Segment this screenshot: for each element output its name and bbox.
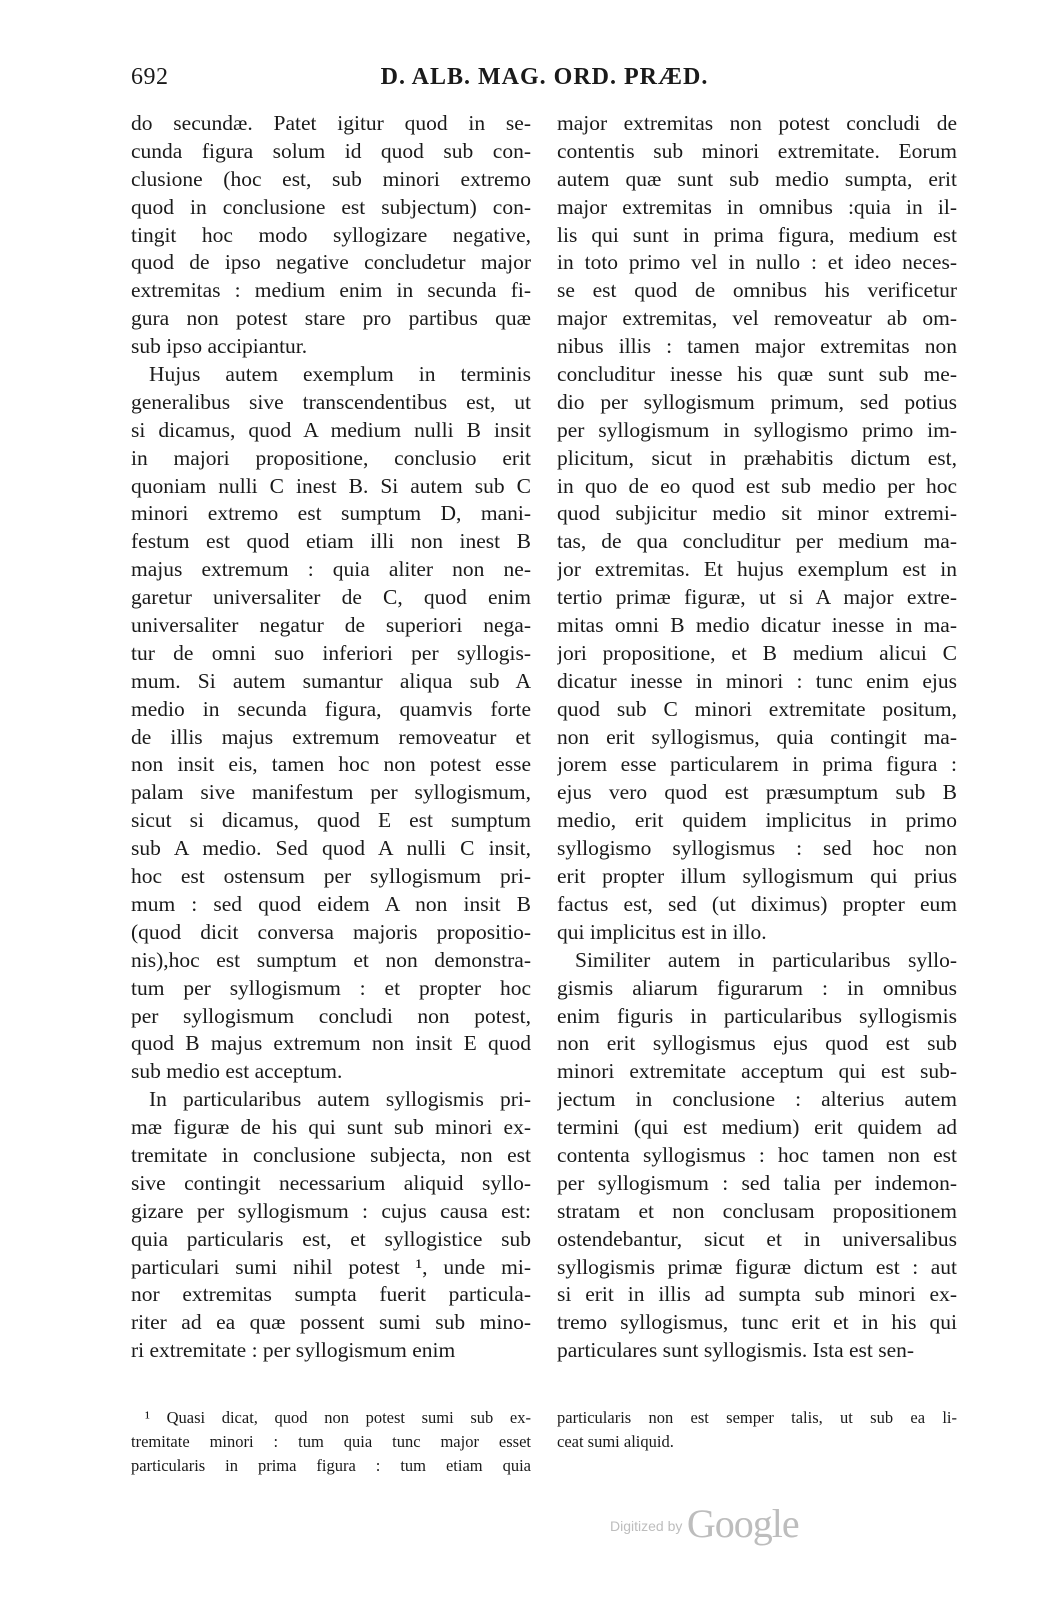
- text-line: termini (qui est medium) erit quidem ad: [557, 1115, 957, 1140]
- text-line: sive contingit necessarium aliquid syllo-: [131, 1170, 531, 1195]
- text-line: contenta syllogismus : hoc tamen non est: [557, 1142, 957, 1167]
- text-line: erit propter illum syllogismum qui prius: [557, 864, 957, 889]
- text-line: garetur universaliter de C, quod enim: [131, 585, 531, 610]
- text-line: majus extremum : quia aliter non ne-: [131, 557, 531, 582]
- text-line: de illis majus extremum removeatur et: [131, 724, 531, 749]
- footnote-right: [557, 1406, 957, 1454]
- text-line: lis qui sunt in prima figura, medium est: [557, 222, 957, 247]
- text-line: syllogismo syllogismus : sed hoc non: [557, 836, 957, 861]
- text-line: (quod dicit conversa majoris propositio-: [131, 919, 531, 944]
- text-line: syllogismis primæ figuræ dictum est : aut: [557, 1254, 957, 1279]
- text-line: tingit hoc modo syllogizare negative,: [131, 222, 531, 247]
- text-line: palam sive manifestum per syllogismum,: [131, 780, 531, 805]
- text-line: Similiter autem in particularibus syllo-: [575, 947, 957, 972]
- text-line: quod in conclusione est subjectum) con-: [131, 194, 531, 219]
- text-line: mum. Si autem sumantur aliqua sub A: [131, 668, 531, 693]
- text-line: tum per syllogismum : et propter hoc: [131, 975, 531, 1000]
- text-line: ostendebantur, sicut et in universalibus: [557, 1226, 957, 1251]
- text-line: tertio primæ figuræ, ut si A major extre-: [557, 585, 957, 610]
- text-line: jectum in conclusione : alterius autem: [557, 1087, 957, 1112]
- text-line: quoniam nulli C inest B. Si autem sub C: [131, 473, 531, 498]
- text-line: mitas omni B medio dicatur inesse in ma-: [557, 613, 957, 638]
- running-head: D. ALB. MAG. ORD. PRÆD.: [380, 64, 709, 90]
- text-line: major extremitas in omnibus :quia in il-: [557, 194, 957, 219]
- text-line: tremitate minori : tum quia tunc major esset: [131, 1432, 531, 1451]
- text-line: particularis non est semper talis, ut sub ea li-: [557, 1408, 957, 1427]
- text-line: cunda figura solum id quod sub con-: [131, 138, 531, 163]
- text-line: nor extremitas sumpta fuerit particula-: [131, 1282, 531, 1307]
- text-line: tas, de qua concluditur per medium ma-: [557, 529, 957, 554]
- text-line: non erit syllogismus, quia contingit ma-: [557, 724, 957, 749]
- text-line: Hujus autem exemplum in terminis: [149, 362, 531, 387]
- text-line: si erit in illis ad sumpta sub minori ex-: [557, 1282, 957, 1307]
- text-line: autem quæ sunt sub medio sumpta, erit: [557, 166, 957, 191]
- text-line: si dicamus, quod A medium nulli B insit: [131, 417, 531, 442]
- text-line: extremitas : medium enim in secunda fi-: [131, 278, 531, 303]
- text-line: sub A medio. Sed quod A nulli C insit,: [131, 836, 531, 861]
- text-line: stratam et non conclusam propositionem: [557, 1198, 957, 1223]
- text-line: nibus illis : tamen major extremitas non: [557, 334, 957, 359]
- text-line: quod sub C minori extremitate positum,: [557, 696, 957, 721]
- text-line: sub medio est acceptum.: [131, 1059, 343, 1084]
- text-line: jor extremitas. Et hujus exemplum est in: [557, 557, 957, 582]
- text-line: gismis aliarum figurarum : in omnibus: [557, 975, 957, 1000]
- text-line: ri extremitate : per syllogismum enim: [131, 1338, 456, 1363]
- text-line: per syllogismum : sed talia per indemon-: [557, 1170, 957, 1195]
- text-line: in toto primo vel in nullo : et ideo neces-: [557, 250, 957, 275]
- text-line: sub ipso accipiantur.: [131, 334, 308, 359]
- text-line: tur de omni suo inferiori per syllogis-: [131, 640, 531, 665]
- google-logo: Google: [686, 1501, 799, 1546]
- text-line: minori extremo est sumptum D, mani-: [131, 501, 531, 526]
- text-line: sicut si dicamus, quod E est sumptum: [131, 808, 531, 833]
- text-line: festum est quod etiam illi non inest B: [131, 529, 531, 554]
- text-line: concluditur inesse his quæ sunt sub me-: [557, 362, 957, 387]
- text-line: quod de ipso negative concludetur major: [131, 250, 531, 275]
- text-line: se est quod de omnibus his verificetur: [557, 278, 957, 303]
- text-line: minori extremitate acceptum qui est sub-: [557, 1059, 957, 1084]
- text-line: medio in secunda figura, quamvis forte: [131, 696, 531, 721]
- text-line: jorem esse particularem in prima figura :: [557, 752, 957, 777]
- text-line: quod subjicitur medio sit minor extremi-: [557, 501, 957, 526]
- text-line: ceat sumi aliquid.: [557, 1432, 674, 1451]
- text-line: qui implicitus est in illo.: [557, 919, 767, 944]
- text-line: do secundæ. Patet igitur quod in se-: [131, 111, 531, 135]
- text-line: gizare per syllogismum : cujus causa est:: [131, 1198, 531, 1223]
- text-line: mum : sed quod eidem A non insit B: [131, 891, 531, 916]
- text-line: tremo syllogismus, tunc erit et in his qui: [557, 1310, 957, 1335]
- text-line: dicatur inesse in minori : tunc enim ejus: [557, 668, 957, 693]
- text-line: medio, erit quidem implicitus in primo: [557, 808, 957, 833]
- text-line: enim figuris in particularibus syllogismis: [557, 1003, 957, 1028]
- text-line: per syllogismum concludi non potest,: [131, 1003, 531, 1028]
- page-header: [131, 64, 958, 98]
- text-line: particulari sumi nihil potest ¹, unde mi-: [131, 1254, 531, 1279]
- text-line: particulares sunt syllogismis. Ista est sen-: [557, 1338, 915, 1363]
- text-line: plicitum, sicut in præhabitis dictum est,: [557, 445, 957, 470]
- text-line: in majori propositione, conclusio erit: [131, 445, 531, 470]
- text-line: ejus vero quod est præsumptum sub B: [557, 780, 957, 805]
- text-line: factus est, sed (ut diximus) propter eum: [557, 891, 957, 916]
- text-line: In particularibus autem syllogismis pri-: [149, 1087, 531, 1112]
- text-line: mæ figuræ de his qui sunt sub minori ex-: [131, 1115, 531, 1140]
- text-line: riter ad ea quæ possent sumi sub mino-: [131, 1310, 531, 1335]
- right-column: [557, 110, 957, 1365]
- text-line: quia particularis est, et syllogistice sub: [131, 1226, 531, 1251]
- text-line: per syllogismum in syllogismo primo im-: [557, 417, 957, 442]
- text-line: quod B majus extremum non insit E quod: [131, 1031, 531, 1056]
- text-line: in quo de eo quod est sub medio per hoc: [557, 473, 957, 498]
- watermark-prefix: Digitized by: [610, 1518, 683, 1534]
- text-line: ¹ Quasi dicat, quod non potest sumi sub ex-: [145, 1408, 531, 1427]
- text-line: hoc est ostensum per syllogismum pri-: [131, 864, 531, 889]
- footnote-left: [131, 1406, 531, 1478]
- text-line: jori propositione, et B medium alicui C: [557, 640, 957, 665]
- text-line: gura non potest stare pro partibus quæ: [131, 306, 531, 331]
- left-column: [131, 110, 531, 1365]
- text-line: contentis sub minori extremitate. Eorum: [557, 138, 957, 163]
- text-line: nis),hoc est sumptum et non demonstra-: [131, 947, 531, 972]
- text-line: major extremitas non potest concludi de: [557, 111, 957, 135]
- text-line: major extremitas, vel removeatur ab om-: [557, 306, 957, 331]
- digitized-watermark: [610, 1500, 799, 1550]
- text-line: particularis in prima figura : tum etiam quia: [131, 1456, 531, 1475]
- text-line: non insit eis, tamen hoc non potest esse: [131, 752, 531, 777]
- page-number: 692: [131, 64, 169, 90]
- text-line: clusione (hoc est, sub minori extremo: [131, 166, 531, 191]
- text-line: non erit syllogismus ejus quod est sub: [557, 1031, 957, 1056]
- text-line: generalibus sive transcendentibus est, ut: [131, 389, 531, 414]
- text-line: tremitate in conclusione subjecta, non est: [131, 1142, 531, 1167]
- text-line: dio per syllogismum primum, sed potius: [557, 389, 957, 414]
- text-line: universaliter negatur de superiori nega-: [131, 613, 531, 638]
